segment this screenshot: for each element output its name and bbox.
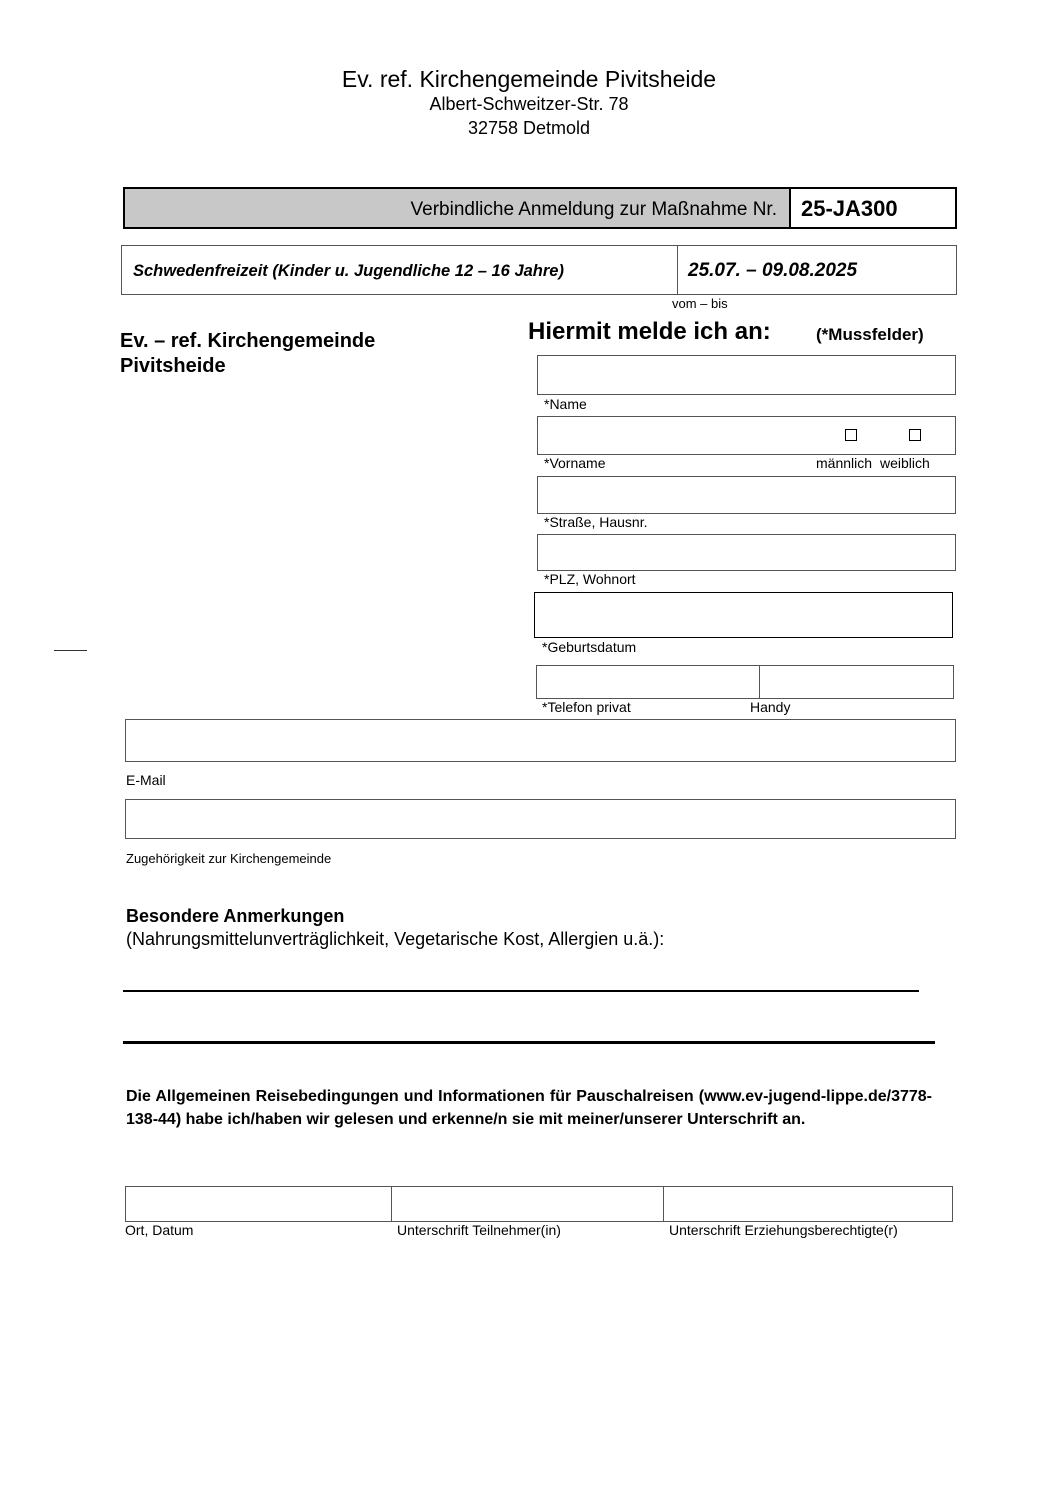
- vorname-input[interactable]: [537, 416, 956, 455]
- org-name: Ev. ref. Kirchengemeinde Pivitsheide: [341, 66, 717, 92]
- male-label: männlich: [816, 455, 873, 471]
- email-label: E-Mail: [126, 772, 166, 788]
- remarks-line-2[interactable]: [123, 1041, 935, 1044]
- fold-mark: [54, 650, 87, 651]
- phone-input[interactable]: [536, 665, 760, 699]
- mobile-input[interactable]: [759, 665, 954, 699]
- form-heading: Hiermit melde ich an:: [528, 318, 771, 345]
- phone-label: *Telefon privat: [542, 699, 631, 715]
- guardian-signature-input[interactable]: [663, 1186, 953, 1222]
- city-input[interactable]: [537, 534, 956, 571]
- registration-number-cell: [789, 189, 955, 227]
- remarks-heading: Besondere Anmerkungen: [126, 906, 345, 926]
- registration-number: 25-JA300: [801, 196, 898, 221]
- email-input[interactable]: [125, 719, 956, 762]
- name-input[interactable]: [537, 355, 956, 395]
- birthdate-label: *Geburtsdatum: [542, 639, 637, 655]
- remarks-line-1[interactable]: [123, 990, 919, 992]
- male-checkbox[interactable]: [845, 429, 857, 441]
- event-name: Schwedenfreizeit (Kinder u. Jugendliche 12 – 16 Jahre): [133, 262, 564, 280]
- sender-line1: Ev. – ref. Kirchengemeinde: [120, 330, 376, 352]
- required-note: (*Mussfelder): [816, 325, 924, 344]
- org-city: 32758 Detmold: [467, 118, 591, 138]
- name-label: *Name: [544, 396, 587, 412]
- participant-signature-input[interactable]: [391, 1186, 663, 1222]
- place-date-input[interactable]: [125, 1186, 390, 1222]
- event-row: [121, 245, 957, 295]
- sender-line2: Pivitsheide: [120, 355, 226, 377]
- congregation-label: Zugehörigkeit zur Kirchengemeinde: [126, 851, 332, 866]
- event-dates: 25.07. – 09.08.2025: [688, 260, 858, 281]
- registration-title-bar: [123, 187, 957, 229]
- congregation-input[interactable]: [125, 799, 956, 839]
- terms-text: Die Allgemeinen Reisebedingungen und Informationen für Pauschalreisen (www.ev-jugend-lippe.de/3778-138-44) habe ich/haben wir gelesen und erkenne/n sie mit meiner/unserer Unterschrift an.: [126, 1088, 932, 1128]
- city-label: *PLZ, Wohnort: [544, 571, 636, 587]
- vorname-label: *Vorname: [544, 455, 606, 471]
- event-divider: [677, 246, 678, 294]
- street-input[interactable]: [537, 476, 956, 514]
- remarks-subheading: (Nahrungsmittelunverträglichkeit, Vegetarische Kost, Allergien u.ä.):: [126, 929, 665, 949]
- event-dates-caption: vom – bis: [672, 296, 728, 311]
- mobile-label: Handy: [750, 699, 791, 715]
- org-street: Albert-Schweitzer-Str. 78: [429, 94, 629, 114]
- female-label: weiblich: [880, 455, 930, 471]
- participant-signature-label: Unterschrift Teilnehmer(in): [397, 1222, 561, 1238]
- street-label: *Straße, Hausnr.: [544, 514, 648, 530]
- registration-title: Verbindliche Anmeldung zur Maßnahme Nr.: [410, 199, 777, 220]
- guardian-signature-label: Unterschrift Erziehungsberechtigte(r): [669, 1222, 898, 1238]
- place-date-label: Ort, Datum: [125, 1222, 194, 1238]
- birthdate-input[interactable]: [534, 592, 953, 638]
- female-checkbox[interactable]: [909, 429, 921, 441]
